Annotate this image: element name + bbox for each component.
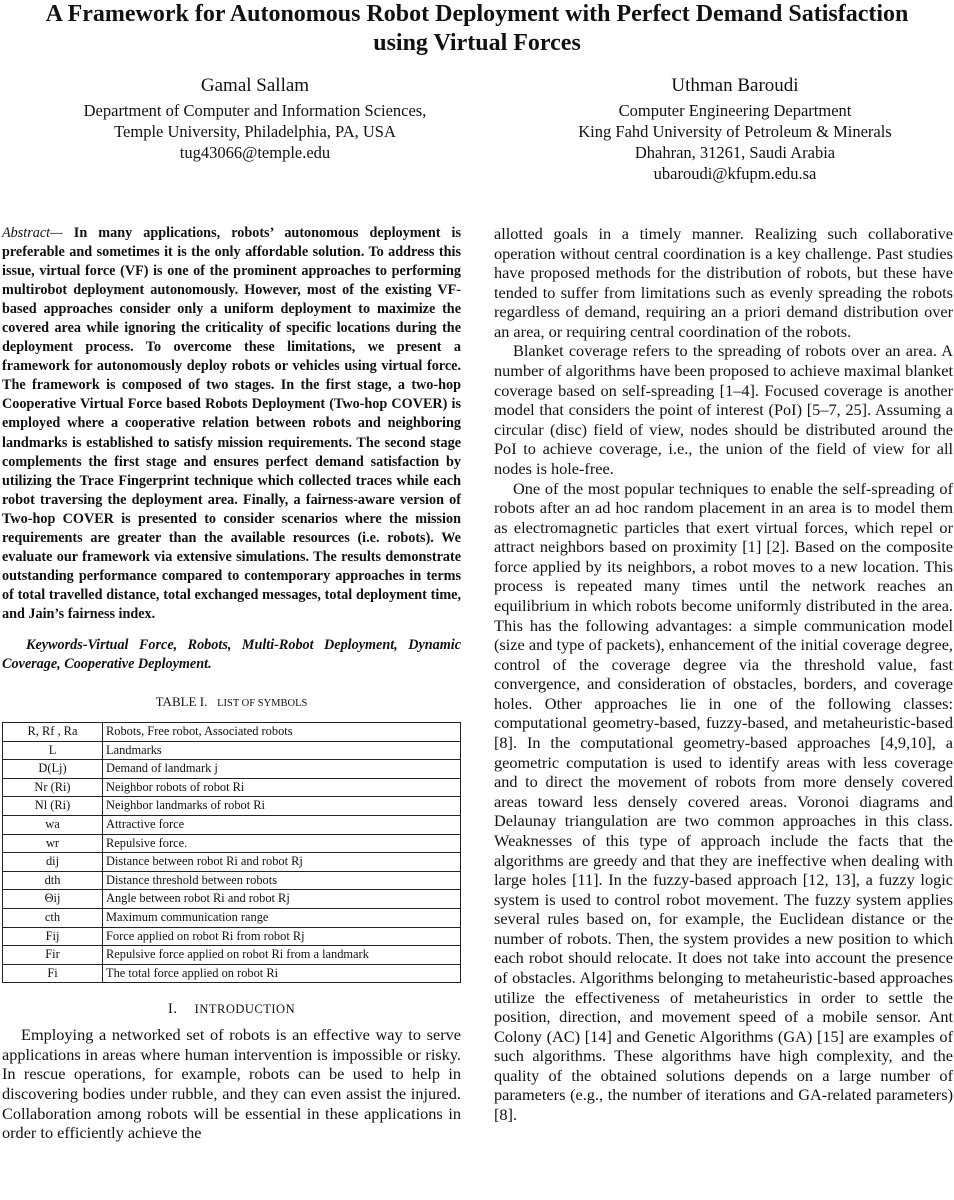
table-row [3,834,461,853]
table-row [3,871,461,890]
intro-paragraph: Employing a networked set of robots is an effective way to serve applications in areas where human intervention is impossible or risky. In rescue operations, for example, robots can be used to help in discovering bodies under rubble, and they can even assist the injured. Collaboration among robots will be essential in these applications in order to efficiently achieve the [2,1025,461,1143]
table-row [3,853,461,872]
symbol-cell: dij [3,853,103,872]
table-row [3,927,461,946]
symbol-cell: wr [3,834,103,853]
table-caption [2,694,461,712]
symbol-cell: R, Rf , Ra [3,722,103,741]
description-cell: The total force applied on robot Ri [103,964,461,983]
author-name: Gamal Sallam [200,75,310,96]
table-row [3,946,461,965]
symbols-table [2,722,461,983]
description-cell: Robots, Free robot, Associated robots [103,722,461,741]
right-column [494,224,953,1125]
table-row [3,741,461,760]
symbol-cell: Fij [3,927,103,946]
author-affiliation: Department of Computer and Information Sciences, [83,101,427,120]
symbol-cell: Fi [3,964,103,983]
table-title: LIST OF SYMBOLS [217,697,308,709]
title-line-1: A Framework for Autonomous Robot Deployment with Perfect Demand Satisfaction [45,1,909,27]
description-cell: Landmarks [103,741,461,760]
description-cell: Angle between robot Ri and robot Rj [103,890,461,909]
author-email: ubaroudi@kfupm.edu.sa [653,164,817,183]
description-cell: Repulsive force applied on robot Ri from a landmark [103,946,461,965]
symbol-cell: wa [3,815,103,834]
abstract [2,224,461,624]
symbol-cell: dth [3,871,103,890]
title-line-2: using Virtual Forces [373,30,581,56]
author-affiliation: Temple University, Philadelphia, PA, USA [114,122,396,141]
abstract-label: Abstract— [2,225,63,241]
description-cell: Distance threshold between robots [103,871,461,890]
symbol-cell: L [3,741,103,760]
symbol-cell: D(Lj) [3,760,103,779]
keywords: Keywords-Virtual Force, Robots, Multi-Robot Deployment, Dynamic Coverage, Cooperative Deployment. [2,636,461,672]
author-name: Uthman Baroudi [671,75,799,96]
description-cell: Force applied on robot Ri from robot Rj [103,927,461,946]
section-heading [2,999,461,1019]
body-paragraph: Blanket coverage refers to the spreading of robots over an area. A number of algorithms have been proposed to achieve maximal blanket coverage based on self-spreading [1–4]. Focused coverage is another model that considers the point of interest (PoI) [5–7, 25]. Assuming a circular (disc) field of view, nodes should be distributed around the PoI to achieve coverage, i.e., the union of the field of view for all nodes is hole-free. [494,341,953,478]
abstract-text: In many applications, robots’ autonomous deployment is preferable and sometimes it is the only affordable solution. To address this issue, virtual force (VF) is one of the prominent approaches to performing multirobot deployment autonomously. However, most of the existing VF-based approaches consider only a uniform deployment to maximize the covered area while ignoring the criticality of specific locations during the deployment process. To overcome these limitations, we present a framework for autonomously deploy robots or vehicles using virtual force. The framework is composed of two stages. In the first stage, a two-hop Cooperative Virtual Force based Robots Deployment (Two-hop COVER) is employed where a cooperative relation between robots and neighboring landmarks is established to satisfy mission requirements. The second stage complements the first stage and ensures perfect demand satisfaction by utilizing the Trace Fingerprint technique which collected traces while each robot traversing the deployment area. Finally, a fairness-aware version of Two-hop COVER is presented to consider scenarios where the mission requirements are greater than the available resources (i.e. robots). We evaluate our framework via extensive simulations. The results demonstrate outstanding performance compared to contemporary approaches in terms of total travelled distance, total exchanged messages, total deployment time, and Jain’s fairness index. [2,225,461,622]
table-row [3,760,461,779]
paper-title [0,0,954,58]
author-email: tug43066@temple.edu [179,143,331,162]
symbol-cell: Nl (Ri) [3,797,103,816]
symbol-cell: Nr (Ri) [3,778,103,797]
description-cell: Demand of landmark j [103,760,461,779]
table-row [3,722,461,741]
author-affiliation: King Fahd University of Petroleum & Minerals [578,122,892,141]
symbol-cell: cth [3,908,103,927]
table-number: TABLE I. [155,693,208,709]
table-row [3,890,461,909]
description-cell: Distance between robot Ri and robot Rj [103,853,461,872]
author-affiliation: Computer Engineering Department [618,101,852,120]
table-row [3,815,461,834]
table-row [3,778,461,797]
left-column [2,224,461,1143]
author-block-2 [535,74,935,184]
section-number: I. [167,1001,178,1018]
description-cell: Maximum communication range [103,908,461,927]
section-title: INTRODUCTION [194,1002,296,1017]
table-row [3,908,461,927]
table-row [3,964,461,983]
description-cell: Repulsive force. [103,834,461,853]
description-cell: Attractive force [103,815,461,834]
symbol-cell: Fir [3,946,103,965]
author-affiliation: Dhahran, 31261, Saudi Arabia [634,143,836,162]
table-row [3,797,461,816]
symbol-cell: Θij [3,890,103,909]
description-cell: Neighbor robots of robot Ri [103,778,461,797]
author-block-1 [55,74,455,163]
body-paragraph: One of the most popular techniques to enable the self-spreading of robots after an ad hoc random placement in an area is to model them as electromagnetic particles that exert virtual forces, which repel or attract neighbors based on proximity [1] [2]. Based on the composite force applied by its neighbors, a robot moves to a new location. This process is repeated many times until the network reaches an equilibrium in which robots become uniformly distributed in the area. This has the following advantages: a simple communication model (size and type of packets), enhancement of the initial coverage degree, control of the coverage degree via the threshold value, fast convergence, and consideration of obstacles, borders, and coverage holes. Other approaches lie in one of the following classes: computational geometry-based, fuzzy-based, and metaheuristic-based [8]. In the computational geometry-based approaches [4,9,10], a geometric computation is used to identify areas with less coverage and to direct the movement of robots from more densely covered areas toward less densely covered areas. Voronoi diagrams and Delaunay triangulation are two common approaches in this class. Weaknesses of this type of approach include the facts that the algorithms are greedy and that they are ineffective when dealing with large holes [11]. In the fuzzy-based approach [12, 13], a fuzzy logic system is used to control robot movement. The fuzzy system applies several rules based on, for example, the Euclidean distance or the number of robots. Then, the system provides a new position to which each robot should relocate. It does not take into account the presence of obstacles. Algorithms belonging to metaheuristic-based approaches utilize the effectiveness of metaheuristics in order to settle the position, direction, and movement speed of a mobile sensor. Ant Colony (AC) [14] and Genetic Algorithms (GA) [15] are examples of such algorithms. These algorithms have high complexity, and the quality of the obtained solutions depends on a large number of parameters (e.g., the number of iterations and GA-related parameters) [8]. [494,478,953,1125]
description-cell: Neighbor landmarks of robot Ri [103,797,461,816]
body-paragraph: allotted goals in a timely manner. Realizing such collaborative operation without central coordination is a key challenge. Past studies have proposed methods for the distribution of robots, but these have tended to suffer from limitations such as evenly spreading the robots regardless of demand, requiring an a priori demand distribution over an area, or requiring central coordination of the robots. [494,224,953,341]
